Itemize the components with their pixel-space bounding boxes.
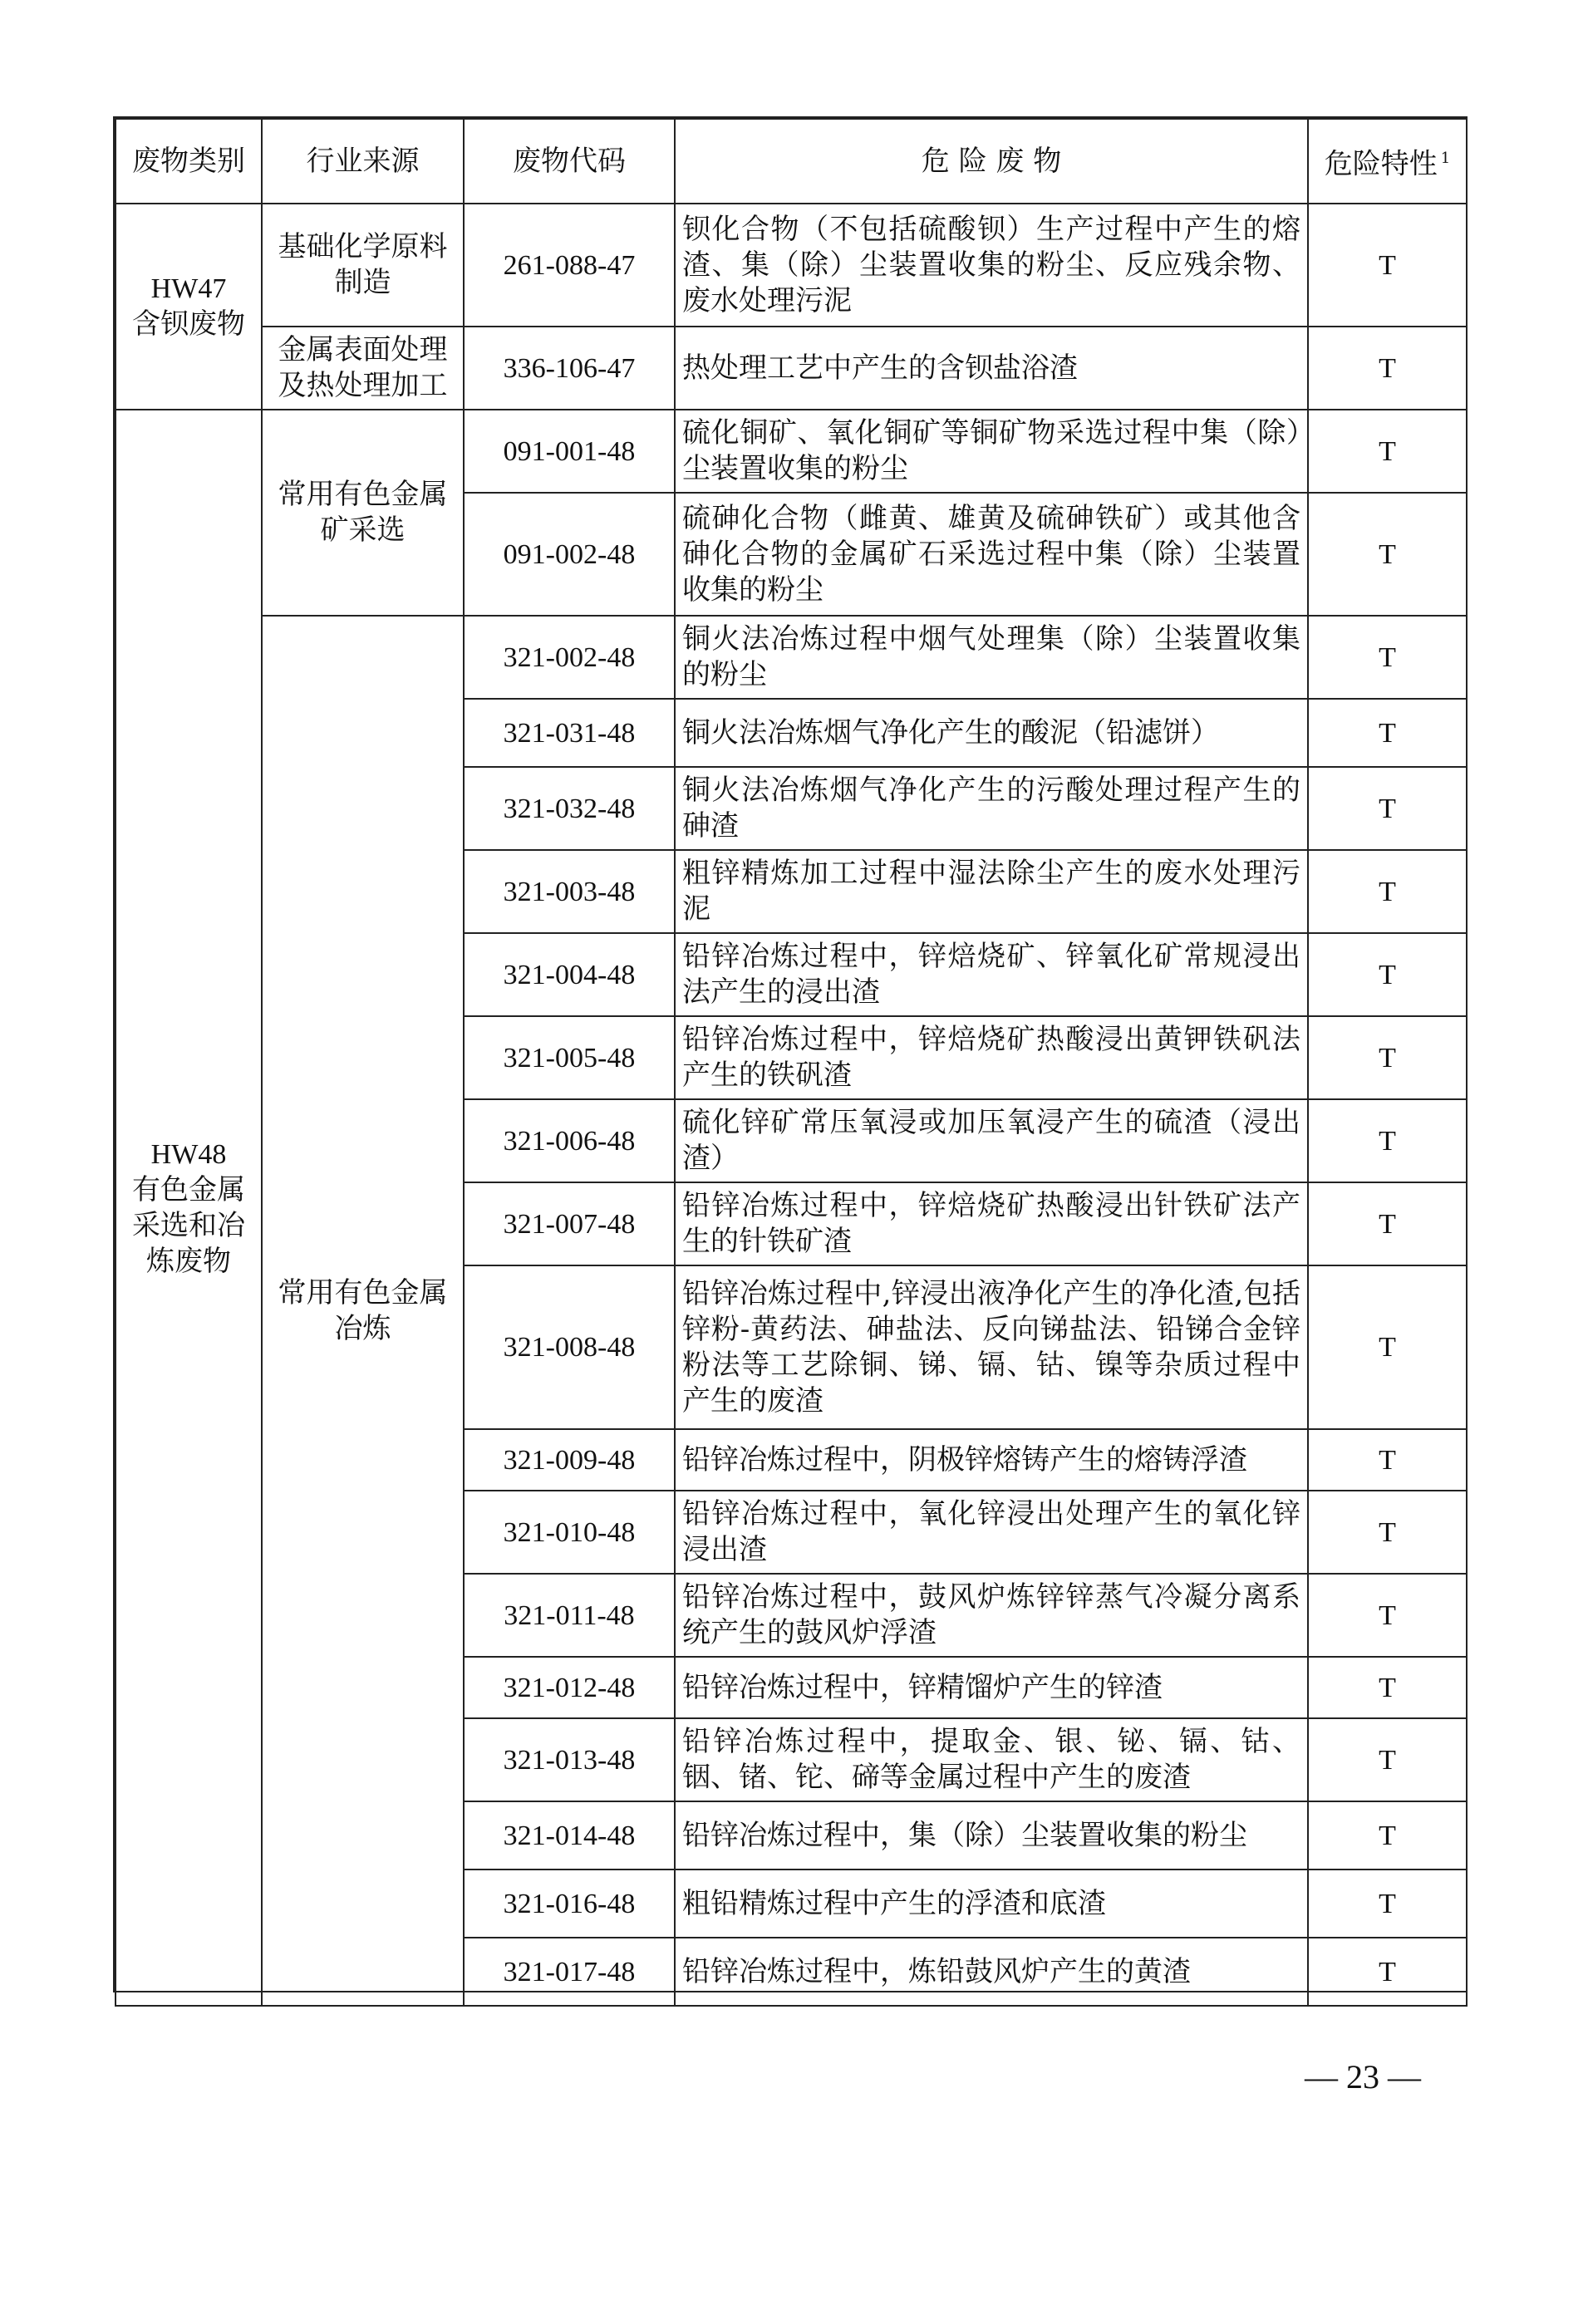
description-cell: 粗锌精炼加工过程中湿法除尘产生的废水处理污泥 [675, 850, 1308, 933]
code-cell: 091-001-48 [464, 410, 675, 493]
description-cell: 铅锌冶炼过程中，锌焙烧矿、锌氧化矿常规浸出法产生的浸出渣 [675, 933, 1308, 1016]
description-cell: 铜火法冶炼烟气净化产生的污酸处理过程产生的砷渣 [675, 767, 1308, 850]
code-cell: 321-011-48 [464, 1574, 675, 1657]
header-code: 废物代码 [464, 119, 675, 204]
property-cell: T [1308, 1657, 1467, 1718]
property-cell: T [1308, 493, 1467, 616]
header-source: 行业来源 [262, 119, 464, 204]
code-cell: 321-002-48 [464, 616, 675, 699]
code-cell: 321-010-48 [464, 1491, 675, 1574]
description-cell: 铅锌冶炼过程中，氧化锌浸出处理产生的氧化锌浸出渣 [675, 1491, 1308, 1574]
property-cell: T [1308, 933, 1467, 1016]
property-cell: T [1308, 1718, 1467, 1801]
code-cell: 321-032-48 [464, 767, 675, 850]
description-cell: 铅锌冶炼过程中，锌焙烧矿热酸浸出针铁矿法产生的针铁矿渣 [675, 1182, 1308, 1265]
code-cell: 321-004-48 [464, 933, 675, 1016]
property-cell: T [1308, 1182, 1467, 1265]
description-cell: 铅锌冶炼过程中，鼓风炉炼锌锌蒸气冷凝分离系统产生的鼓风炉浮渣 [675, 1574, 1308, 1657]
category-name: 含钡废物 [132, 307, 245, 341]
description-cell: 硫化锌矿常压氧浸或加压氧浸产生的硫渣（浸出渣） [675, 1099, 1308, 1182]
description-cell: 铅锌冶炼过程中，炼铅鼓风炉产生的黄渣 [675, 1938, 1308, 2006]
table-row [116, 204, 1467, 327]
description-cell: 铅锌冶炼过程中，提取金、银、铋、镉、钴、铟、锗、铊、碲等金属过程中产生的废渣 [675, 1718, 1308, 1801]
description-cell: 铅锌冶炼过程中,锌浸出液净化产生的净化渣,包括锌粉-黄药法、砷盐法、反向锑盐法、铅锑合金锌粉法等工艺除铜、锑、镉、钴、镍等杂质过程中产生的废渣 [675, 1265, 1308, 1429]
header-category: 废物类别 [116, 119, 262, 204]
table-row [116, 410, 1467, 493]
description-cell: 粗铅精炼过程中产生的浮渣和底渣 [675, 1870, 1308, 1938]
description-cell: 铅锌冶炼过程中，锌焙烧矿热酸浸出黄钾铁矾法产生的铁矾渣 [675, 1016, 1308, 1099]
description-cell: 铅锌冶炼过程中，阴极锌熔铸产生的熔铸浮渣 [675, 1429, 1308, 1491]
source-cell: 常用有色金属矿采选 [262, 410, 464, 616]
code-cell: 321-014-48 [464, 1801, 675, 1870]
property-cell: T [1308, 327, 1467, 410]
property-cell: T [1308, 699, 1467, 767]
source-cell: 基础化学原料制造 [262, 204, 464, 327]
description-cell: 铜火法冶炼过程中烟气处理集（除）尘装置收集的粉尘 [675, 616, 1308, 699]
table-row [116, 327, 1467, 410]
description-cell: 热处理工艺中产生的含钡盐浴渣 [675, 327, 1308, 410]
property-cell: T [1308, 204, 1467, 327]
header-property: 危险特性 $^1$ [1308, 119, 1467, 204]
category-code: HW48 [150, 1138, 227, 1170]
page-number: — 23 — [1305, 2058, 1421, 2096]
category-hw48 [116, 410, 262, 2006]
category-hw47 [116, 204, 262, 410]
code-cell: 321-008-48 [464, 1265, 675, 1429]
property-cell: T [1308, 1491, 1467, 1574]
hazardous-waste-table [115, 118, 1468, 2007]
property-cell: T [1308, 1574, 1467, 1657]
property-cell: T [1308, 1099, 1467, 1182]
code-cell: 321-007-48 [464, 1182, 675, 1265]
description-cell: 硫砷化合物（雌黄、雄黄及硫砷铁矿）或其他含砷化合物的金属矿石采选过程中集（除）尘装置收集的粉尘 [675, 493, 1308, 616]
code-cell: 321-003-48 [464, 850, 675, 933]
description-cell: 硫化铜矿、氧化铜矿等铜矿物采选过程中集（除）尘装置收集的粉尘 [675, 410, 1308, 493]
code-cell: 336-106-47 [464, 327, 675, 410]
code-cell: 321-009-48 [464, 1429, 675, 1491]
code-cell: 321-031-48 [464, 699, 675, 767]
category-name: 有色金属采选和冶炼废物 [132, 1172, 245, 1278]
property-cell: T [1308, 850, 1467, 933]
table-row [116, 616, 1467, 699]
code-cell: 321-012-48 [464, 1657, 675, 1718]
header-description: 危 险 废 物 [675, 119, 1308, 204]
header-property-footnote: 1 [1440, 149, 1451, 167]
code-cell: 261-088-47 [464, 204, 675, 327]
source-cell: 金属表面处理及热处理加工 [262, 327, 464, 410]
property-cell: T [1308, 1801, 1467, 1870]
category-code: HW47 [150, 273, 227, 304]
description-cell: 铅锌冶炼过程中，锌精馏炉产生的锌渣 [675, 1657, 1308, 1718]
code-cell: 091-002-48 [464, 493, 675, 616]
property-cell: T [1308, 767, 1467, 850]
description-cell: 铅锌冶炼过程中，集（除）尘装置收集的粉尘 [675, 1801, 1308, 1870]
code-cell: 321-016-48 [464, 1870, 675, 1938]
property-cell: T [1308, 1265, 1467, 1429]
description-cell: 铜火法冶炼烟气净化产生的酸泥（铅滤饼） [675, 699, 1308, 767]
property-cell: T [1308, 1016, 1467, 1099]
code-cell: 321-013-48 [464, 1718, 675, 1801]
property-cell: T [1308, 1870, 1467, 1938]
property-cell: T [1308, 1938, 1467, 2006]
property-cell: T [1308, 1429, 1467, 1491]
property-cell: T [1308, 410, 1467, 493]
code-cell: 321-005-48 [464, 1016, 675, 1099]
code-cell: 321-006-48 [464, 1099, 675, 1182]
property-cell: T [1308, 616, 1467, 699]
code-cell: 321-017-48 [464, 1938, 675, 2006]
table-header-row [116, 119, 1467, 204]
source-cell: 常用有色金属冶炼 [262, 616, 464, 2006]
description-cell: 钡化合物（不包括硫酸钡）生产过程中产生的熔渣、集（除）尘装置收集的粉尘、反应残余物、废水处理污泥 [675, 204, 1308, 327]
